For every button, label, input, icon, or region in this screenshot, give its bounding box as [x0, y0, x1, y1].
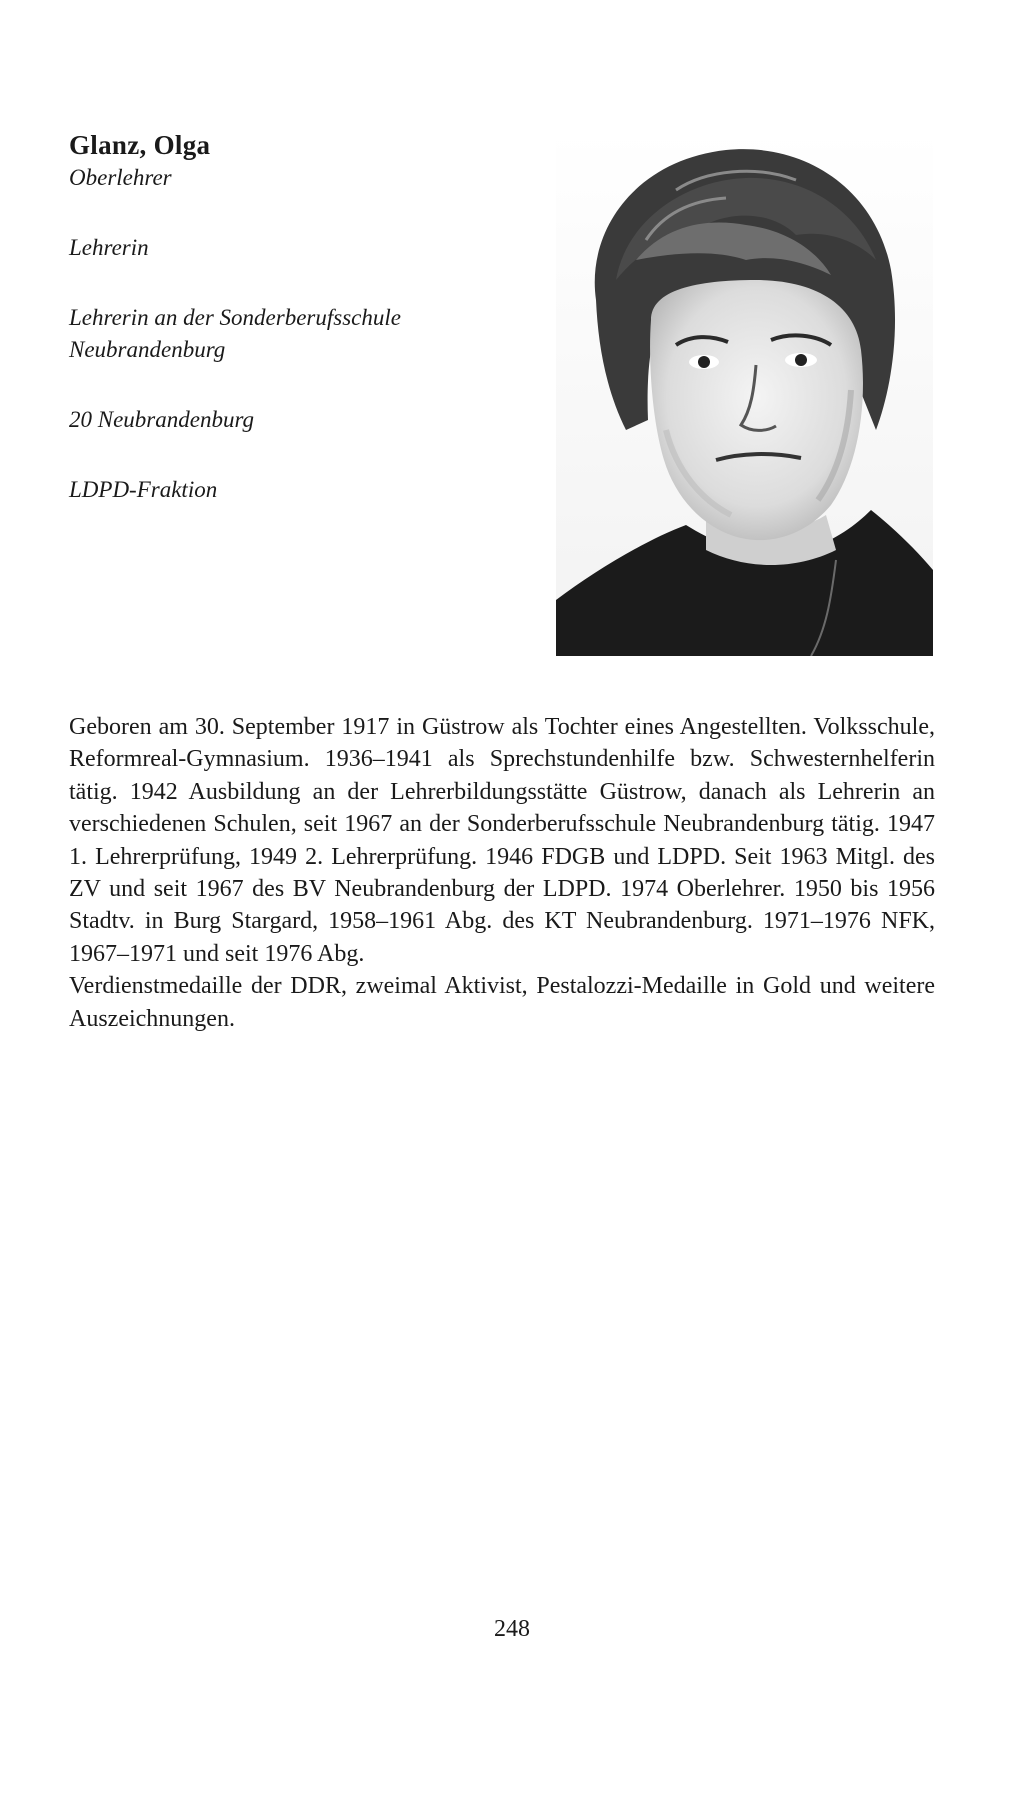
person-workplace-line1: Lehrerin an der Sonderberufsschule [69, 305, 401, 330]
biography-text [69, 711, 935, 1035]
entry-header [69, 128, 509, 506]
portrait-photo [556, 130, 933, 656]
page-number: 248 [494, 1616, 530, 1642]
person-title: Oberlehrer [69, 165, 172, 190]
biography-paragraph-2: Verdienstmedaille der DDR, zweimal Aktivist, Pestalozzi-Medaille in Gold und weitere Auszeichnungen. [69, 973, 935, 1032]
person-name: Glanz, Olga [69, 130, 211, 160]
person-profession: Lehrerin [69, 235, 149, 260]
person-workplace-line2: Neubrandenburg [69, 337, 226, 362]
person-faction: LDPD-Fraktion [69, 477, 218, 502]
person-location: 20 Neubrandenburg [69, 407, 255, 432]
biography-paragraph-1: Geboren am 30. September 1917 in Güstrow als Tochter eines Angestellten. Volksschule, Reformreal-Gymnasium. 1936–1941 als Sprechstundenhilfe bzw. Schwesternhelferin tätig. 1942 Ausbildung an der Lehrerbildungsstätte Güstrow, danach als Lehrerin an verschiedenen Schulen, seit 1967 an der Sonderberufsschule Neubrandenburg tätig. 1947 1. Lehrerprüfung, 1949 2. Lehrerprüfung. 1946 FDGB und LDPD. Seit 1963 Mitgl. des ZV und seit 1967 des BV Neubrandenburg der LDPD. 1974 Oberlehrer. 1950 bis 1956 Stadtv. in Burg Stargard, 1958–1961 Abg. des KT Neubrandenburg. 1971–1976 NFK, 1967–1971 und seit 1976 Abg. [69, 714, 935, 967]
